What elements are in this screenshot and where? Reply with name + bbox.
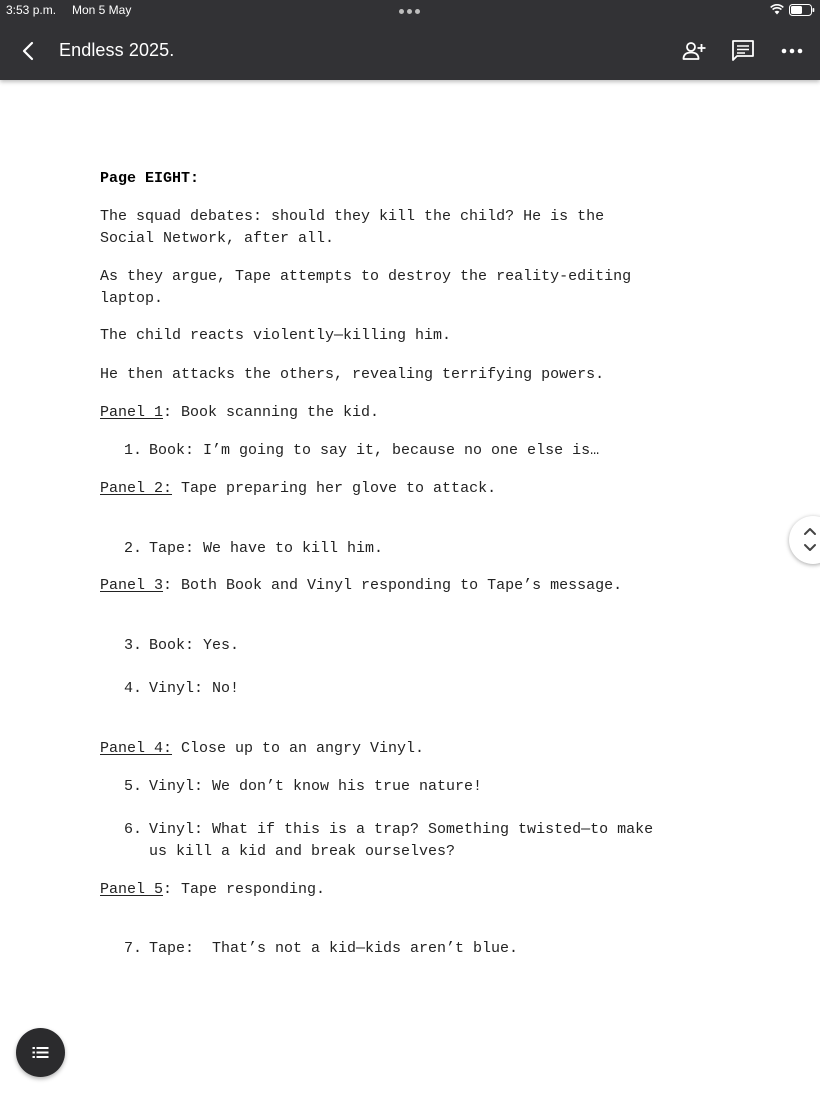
list-item-continuation: us kill a kid and break ourselves? bbox=[149, 843, 456, 860]
panel-label: Panel 3 bbox=[100, 577, 164, 594]
list-item: Tape: We have to kill him. bbox=[149, 540, 384, 557]
panel-label: Panel 1 bbox=[100, 404, 164, 421]
paragraph-line: The squad debates: should they kill the child? He is the bbox=[100, 208, 605, 225]
multitasking-dots-icon[interactable] bbox=[399, 9, 420, 14]
page-heading: Page EIGHT: bbox=[100, 170, 200, 187]
panel-line bbox=[100, 881, 325, 898]
paragraph-line: The child reacts violently—killing him. bbox=[100, 327, 452, 344]
document-title: Endless 2025. bbox=[59, 40, 175, 60]
chevron-left-icon[interactable] bbox=[16, 38, 42, 64]
panel-label: Panel 5 bbox=[100, 881, 164, 898]
list-item: Vinyl: What if this is a trap? Something twisted—to make bbox=[149, 821, 654, 838]
document-body[interactable] bbox=[0, 80, 820, 1093]
list-number: 6. bbox=[124, 821, 143, 838]
list-number: 2. bbox=[124, 540, 143, 557]
wifi-icon bbox=[770, 4, 784, 15]
list-number: 5. bbox=[124, 778, 143, 795]
list-number: 1. bbox=[124, 442, 143, 459]
list-number: 3. bbox=[124, 637, 143, 654]
panel-label: Panel 2: bbox=[100, 480, 173, 497]
panel-description: : Tape responding. bbox=[163, 881, 326, 898]
panel-description: : Both Book and Vinyl responding to Tape’s message. bbox=[163, 577, 623, 594]
panel-description: Close up to an angry Vinyl. bbox=[172, 740, 425, 757]
list-number: 4. bbox=[124, 680, 143, 697]
paragraph-line: laptop. bbox=[100, 290, 164, 307]
top-bar bbox=[0, 0, 820, 80]
person-add-icon[interactable] bbox=[681, 38, 707, 64]
list-number: 7. bbox=[124, 940, 143, 957]
status-date: Mon 5 May bbox=[72, 3, 132, 17]
list-item: Book: I’m going to say it, because no one else is… bbox=[149, 442, 600, 459]
list-item: Book: Yes. bbox=[149, 637, 240, 654]
scroll-up-down-icon bbox=[789, 516, 820, 564]
panel-description: Tape preparing her glove to attack. bbox=[172, 480, 497, 497]
list-outline-icon bbox=[16, 1028, 65, 1077]
status-time: 3:53 p.m. bbox=[6, 3, 57, 17]
panel-line bbox=[100, 480, 496, 497]
list-item: Vinyl: No! bbox=[149, 680, 240, 697]
paragraph-line: Social Network, after all. bbox=[100, 230, 335, 247]
list-item: Vinyl: We don’t know his true nature! bbox=[149, 778, 483, 795]
paragraph-line: He then attacks the others, revealing terrifying powers. bbox=[100, 366, 605, 383]
panel-label: Panel 4: bbox=[100, 740, 173, 757]
list-item: Tape: That’s not a kid—kids aren’t blue. bbox=[149, 940, 519, 957]
battery-icon bbox=[789, 4, 815, 16]
comment-icon[interactable] bbox=[730, 38, 756, 64]
status-bar bbox=[0, 0, 820, 20]
scroll-handle[interactable] bbox=[789, 516, 820, 564]
panel-line bbox=[100, 404, 379, 421]
more-horizontal-icon[interactable] bbox=[779, 38, 805, 64]
panel-line bbox=[100, 577, 622, 594]
panel-line bbox=[100, 740, 424, 757]
outline-button[interactable] bbox=[16, 1028, 65, 1077]
panel-description: : Book scanning the kid. bbox=[163, 404, 380, 421]
paragraph-line: As they argue, Tape attempts to destroy the reality-editing bbox=[100, 268, 632, 285]
